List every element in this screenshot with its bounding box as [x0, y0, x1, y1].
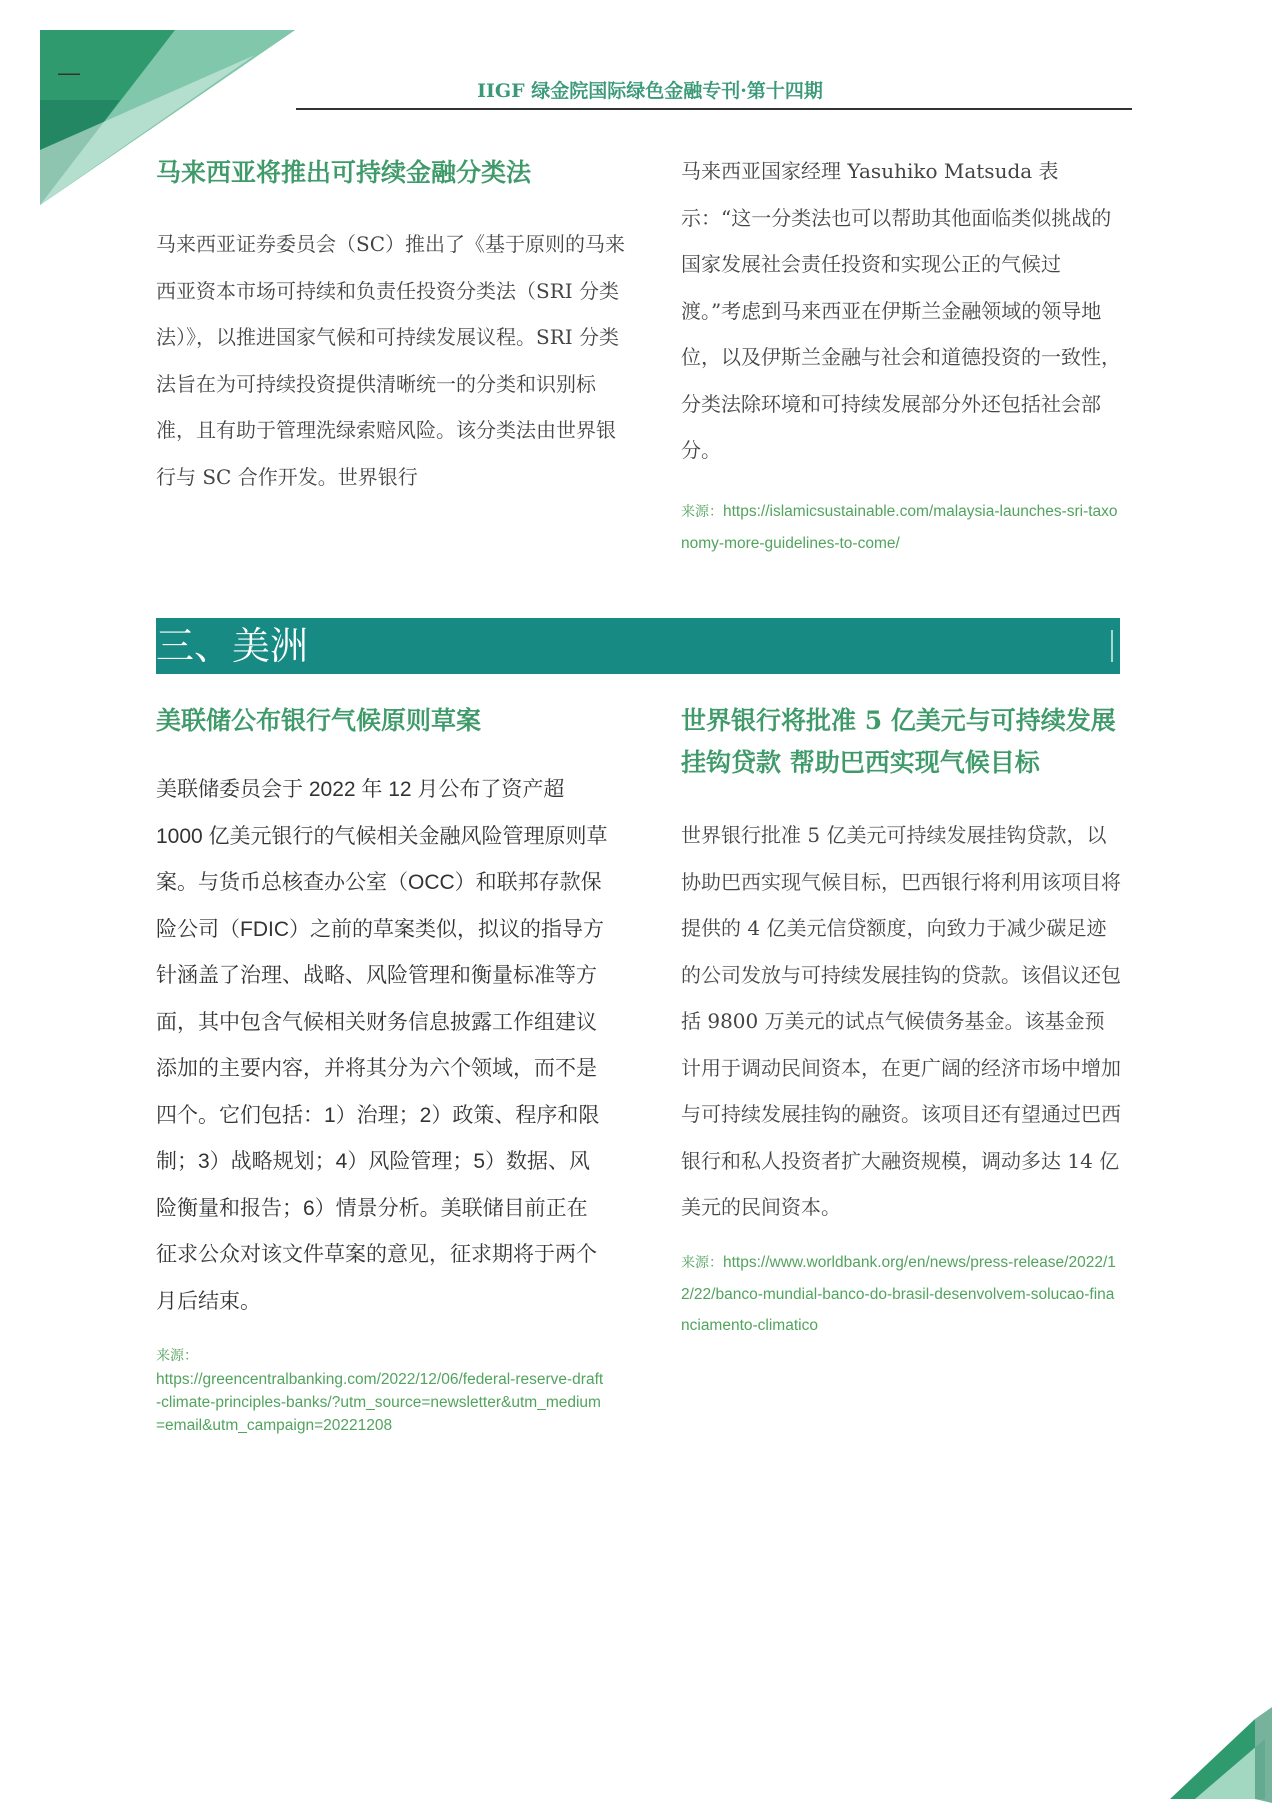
page-mark: —: [58, 60, 80, 85]
malaysia-source: [681, 496, 1121, 559]
malaysia-body-right: 马来西亚国家经理 Yasuhiko Matsuda 表示：“这一分类法也可以帮助其他面临类似挑战的国家发展社会责任投资和实现公正的气候过渡。”考虑到马来西亚在伊斯兰金融领域的领导地位，以及伊斯兰金融与社会和道德投资的一致性，分类法除环境和可持续发展部分外还包括社会部分。: [681, 159, 1121, 462]
malaysia-heading: 马来西亚将推出可持续金融分类法: [156, 158, 532, 187]
source-label: 来源：: [681, 1254, 723, 1271]
header-rule: [296, 108, 1132, 110]
malaysia-article-right: [681, 148, 1121, 559]
fed-body: 美联储委员会于 2022 年 12 月公布了资产超 1000 亿美元银行的气候相关金融风险管理原则草案。与货币总核查办公室（OCC）和联邦存款保险公司（FDIC）之前的草案类似，拟议的指导方针涵盖了治理、战略、风险管理和衡量标准等方面，其中包含气候相关财务信息披露工作组建议添加的主要内容，并将其分为六个领域，而不是四个。它们包括：1）治理；2）政策、程序和限制；3）战略规划；4）风险管理；5）数据、风险衡量和报告；6）情景分析。美联储目前正在征求公众对该文件草案的意见，征求期将于两个月后结束。: [156, 778, 608, 1313]
source-label: 来源：: [156, 1348, 198, 1364]
malaysia-article-left: [156, 152, 626, 500]
worldbank-body: 世界银行批准 5 亿美元可持续发展挂钩贷款，以协助巴西实现气候目标，巴西银行将利用该项目将提供的 4 亿美元信贷额度，向致力于减少碳足迹的公司发放与可持续发展挂钩的贷款。该倡议还包括 9800 万美元的试点气候债务基金。该基金预计用于调动民间资本，在更广阔的经济市场中增加与可持续发展挂钩的融资。该项目还有望通过巴西银行和私人投资者扩大融资规模，调动多达 14 亿美元的民间资本。: [681, 823, 1121, 1219]
source-label: 来源：: [681, 503, 723, 520]
section-title: 三、美洲: [156, 624, 309, 668]
malaysia-body-left: 马来西亚证券委员会（SC）推出了《基于原则的马来西亚资本市场可持续和负责任投资分类法（SRI 分类法）》，以推进国家气候和可持续发展议程。SRI 分类法旨在为可持续投资提供清晰统一的分类和识别标准，且有助于管理洗绿索赔风险。该分类法由世界银行与 SC 合作开发。世界银行: [156, 232, 626, 489]
worldbank-article: [681, 700, 1121, 1341]
worldbank-source: [681, 1247, 1121, 1341]
malaysia-source-link[interactable]: https://islamicsustainable.com/malaysia-launches-sri-taxonomy-more-guidelines-to-come/: [681, 502, 1118, 552]
fed-source-link[interactable]: https://greencentralbanking.com/2022/12/06/federal-reserve-draft-climate-principles-banks/?utm_source=newsletter&utm_medium=email&utm_campaign=20221208: [156, 1371, 604, 1434]
worldbank-source-link[interactable]: https://www.worldbank.org/en/news/press-release/2022/12/22/banco-mundial-banco-do-brasil-desenvolvem-solucao-financiamento-climatico: [681, 1253, 1116, 1334]
worldbank-heading: 世界银行将批准 5 亿美元与可持续发展挂钩贷款 帮助巴西实现气候目标: [681, 706, 1116, 777]
header-title: IIGF 绿金院国际绿色金融专刊·第十四期: [477, 80, 823, 102]
corner-decoration-bottom-right: [1160, 1699, 1280, 1809]
fed-heading: 美联储公布银行气候原则草案: [156, 706, 482, 735]
section-bar-tick: [1111, 630, 1113, 662]
fed-source: [156, 1345, 608, 1437]
fed-article: [156, 700, 608, 1437]
